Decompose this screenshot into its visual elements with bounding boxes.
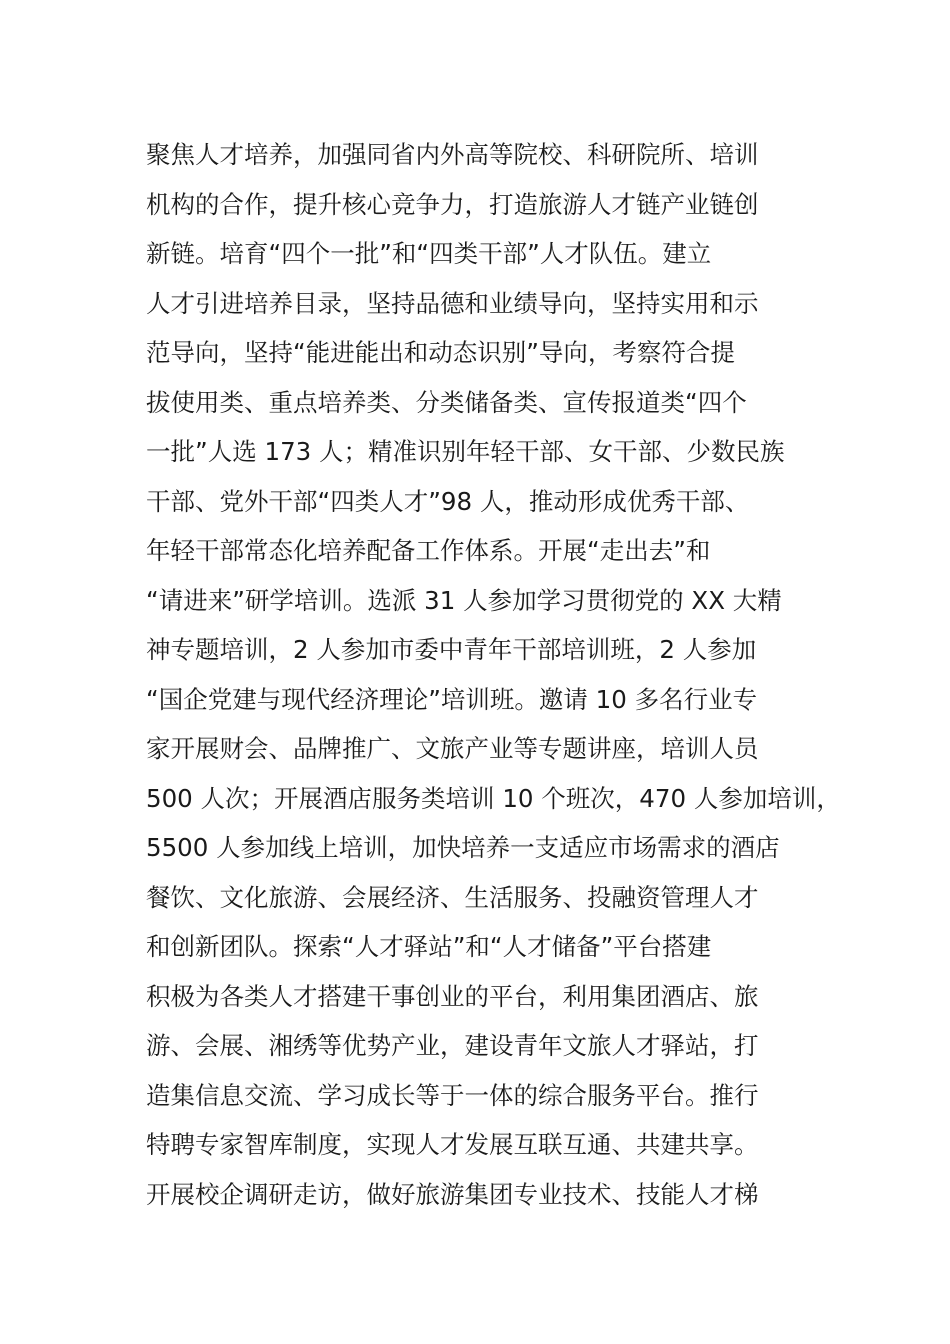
body-paragraph — [146, 130, 846, 1219]
text-line-10: “请进来”研学培训。选派 31 人参加学习贯彻党的 XX 大精 — [146, 585, 782, 615]
text-line-21: 特聘专家智库制度，实现人才发展互联互通、共建共享。 — [146, 1130, 759, 1159]
text-line-4: 人才引进培养目录，坚持品德和业绩导向，坚持实用和示 — [146, 288, 759, 318]
text-line-6: 拔使用类、重点培养类、分类储备类、宣传报道类“四个 — [146, 387, 747, 417]
text-line-17: 和创新团队。探索“人才驿站”和“人才储备”平台搭建 — [146, 932, 712, 961]
text-line-16: 餐饮、文化旅游、会展经济、生活服务、投融资管理人才 — [146, 882, 759, 912]
text-line-13: 家开展财会、品牌推广、文旅产业等专题讲座，培训人员 — [146, 734, 759, 763]
text-line-1: 聚焦人才培养，加强同省内外高等院校、科研院所、培训 — [146, 140, 759, 169]
text-line-19: 游、会展、湘绣等优势产业，建设青年文旅人才驿站，打 — [146, 1031, 759, 1060]
text-line-18: 积极为各类人才搭建干事创业的平台，利用集团酒店、旅 — [146, 981, 759, 1011]
text-line-20: 造集信息交流、学习成长等于一体的综合服务平台。推行 — [146, 1080, 759, 1110]
text-line-3: 新链。培育“四个一批”和“四类干部”人才队伍。建立 — [146, 239, 712, 268]
text-line-14: 500 人次；开展酒店服务类培训 10 个班次，470 人参加培训， — [146, 783, 841, 813]
text-line-11: 神专题培训，2 人参加市委中青年干部培训班，2 人参加 — [146, 635, 757, 664]
text-line-8: 干部、党外干部“四类人才”98 人，推动形成优秀干部、 — [146, 486, 750, 516]
text-line-12: “国企党建与现代经济理论”培训班。邀请 10 多名行业专 — [146, 684, 758, 714]
text-line-7: 一批”人选 173 人；精准识别年轻干部、女干部、少数民族 — [146, 437, 785, 466]
text-line-9: 年轻干部常态化培养配备工作体系。开展“走出去”和 — [146, 536, 711, 565]
text-line-22: 开展校企调研走访，做好旅游集团专业技术、技能人才梯 — [146, 1179, 759, 1209]
text-line-15: 5500 人参加线上培训，加快培养一支适应市场需求的酒店 — [146, 833, 780, 862]
text-line-5: 范导向，坚持“能进能出和动态识别”导向，考察符合提 — [146, 338, 735, 367]
text-line-2: 机构的合作，提升核心竞争力，打造旅游人才链产业链创 — [146, 189, 759, 219]
